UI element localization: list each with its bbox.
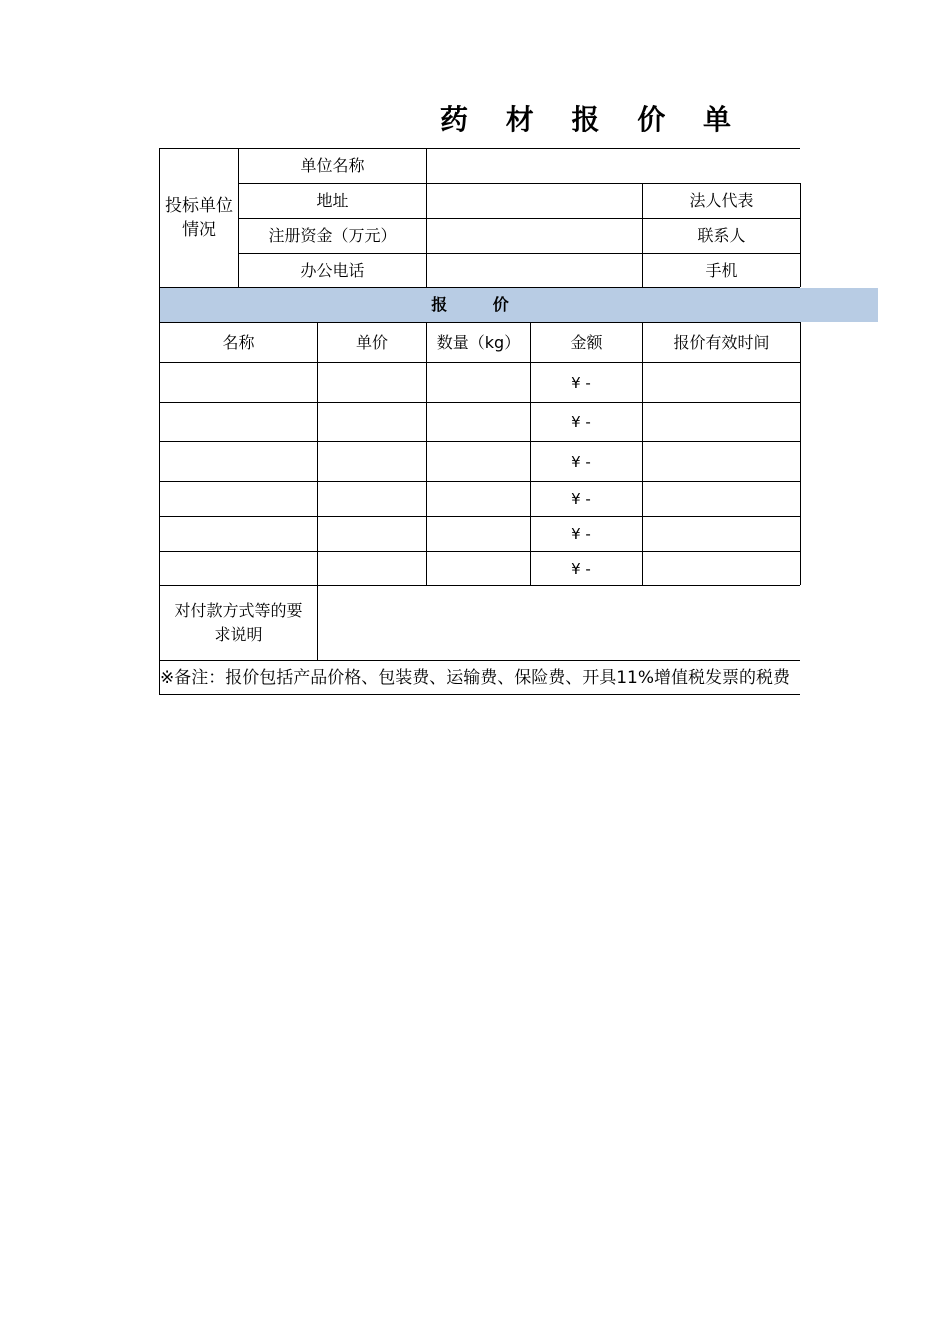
office-phone-label: 办公电话 bbox=[300, 260, 365, 280]
grid-line bbox=[159, 694, 800, 695]
cell-name[interactable] bbox=[160, 482, 317, 516]
quote-band-label: 报 价 bbox=[431, 295, 529, 314]
cell-valid-time[interactable] bbox=[643, 482, 800, 516]
cell-quantity[interactable] bbox=[427, 517, 530, 551]
column-header-name: 名称 bbox=[222, 332, 255, 352]
registered-capital-label: 注册资金（万元） bbox=[268, 226, 397, 245]
grid-line bbox=[159, 660, 800, 661]
cell-unit-price[interactable] bbox=[318, 552, 426, 585]
mobile-label: 手机 bbox=[705, 260, 738, 280]
quote-note: ※备注：报价包括产品价格、包装费、运输费、保险费、开具11%增值税发票的税费 bbox=[160, 668, 791, 688]
cell-quantity[interactable] bbox=[427, 363, 530, 402]
cell-unit-price[interactable] bbox=[318, 482, 426, 516]
address-field[interactable] bbox=[427, 184, 642, 218]
cell-valid-time[interactable] bbox=[643, 552, 800, 585]
cell-amount: ¥ - bbox=[571, 413, 591, 431]
cell-amount: ¥ - bbox=[571, 559, 591, 578]
office-phone-field[interactable] bbox=[427, 254, 642, 287]
unit-name-field[interactable] bbox=[427, 149, 800, 183]
cell-quantity[interactable] bbox=[427, 552, 530, 585]
cell-unit-price[interactable] bbox=[318, 403, 426, 441]
column-header-amount: 金额 bbox=[570, 332, 603, 352]
cell-unit-price[interactable] bbox=[318, 442, 426, 481]
registered-capital-field[interactable] bbox=[427, 219, 642, 253]
cell-quantity[interactable] bbox=[427, 442, 530, 481]
cell-amount: ¥ - bbox=[571, 452, 591, 471]
column-header-quantity: 数量（kg） bbox=[436, 332, 521, 352]
cell-name[interactable] bbox=[160, 403, 317, 441]
cell-valid-time[interactable] bbox=[643, 517, 800, 551]
cell-name[interactable] bbox=[160, 442, 317, 481]
cell-quantity[interactable] bbox=[427, 482, 530, 516]
cell-quantity[interactable] bbox=[427, 403, 530, 441]
cell-name[interactable] bbox=[160, 517, 317, 551]
column-header-valid-time: 报价有效时间 bbox=[673, 332, 770, 352]
cell-unit-price[interactable] bbox=[318, 517, 426, 551]
cell-name[interactable] bbox=[160, 552, 317, 585]
cell-amount: ¥ - bbox=[571, 490, 591, 508]
payment-requirements-field[interactable] bbox=[318, 586, 800, 660]
column-header-unit-price: 单价 bbox=[355, 332, 388, 352]
address-label: 地址 bbox=[316, 191, 349, 210]
cell-amount: ¥ - bbox=[571, 525, 591, 543]
bidder-section-label: 投标单位情况 bbox=[165, 196, 233, 240]
cell-unit-price[interactable] bbox=[318, 363, 426, 402]
cell-name[interactable] bbox=[160, 363, 317, 402]
grid-line bbox=[800, 322, 801, 585]
legal-rep-label: 法人代表 bbox=[689, 191, 754, 210]
cell-amount: ¥ - bbox=[571, 373, 591, 392]
cell-valid-time[interactable] bbox=[643, 442, 800, 481]
cell-valid-time[interactable] bbox=[643, 363, 800, 402]
grid-line bbox=[800, 183, 801, 287]
contact-label: 联系人 bbox=[697, 226, 746, 245]
unit-name-label: 单位名称 bbox=[300, 156, 365, 175]
payment-requirements-label: 对付款方式等的要求说明 bbox=[174, 601, 303, 644]
cell-valid-time[interactable] bbox=[643, 403, 800, 441]
page-title: 药 材 报 价 单 bbox=[440, 103, 745, 136]
